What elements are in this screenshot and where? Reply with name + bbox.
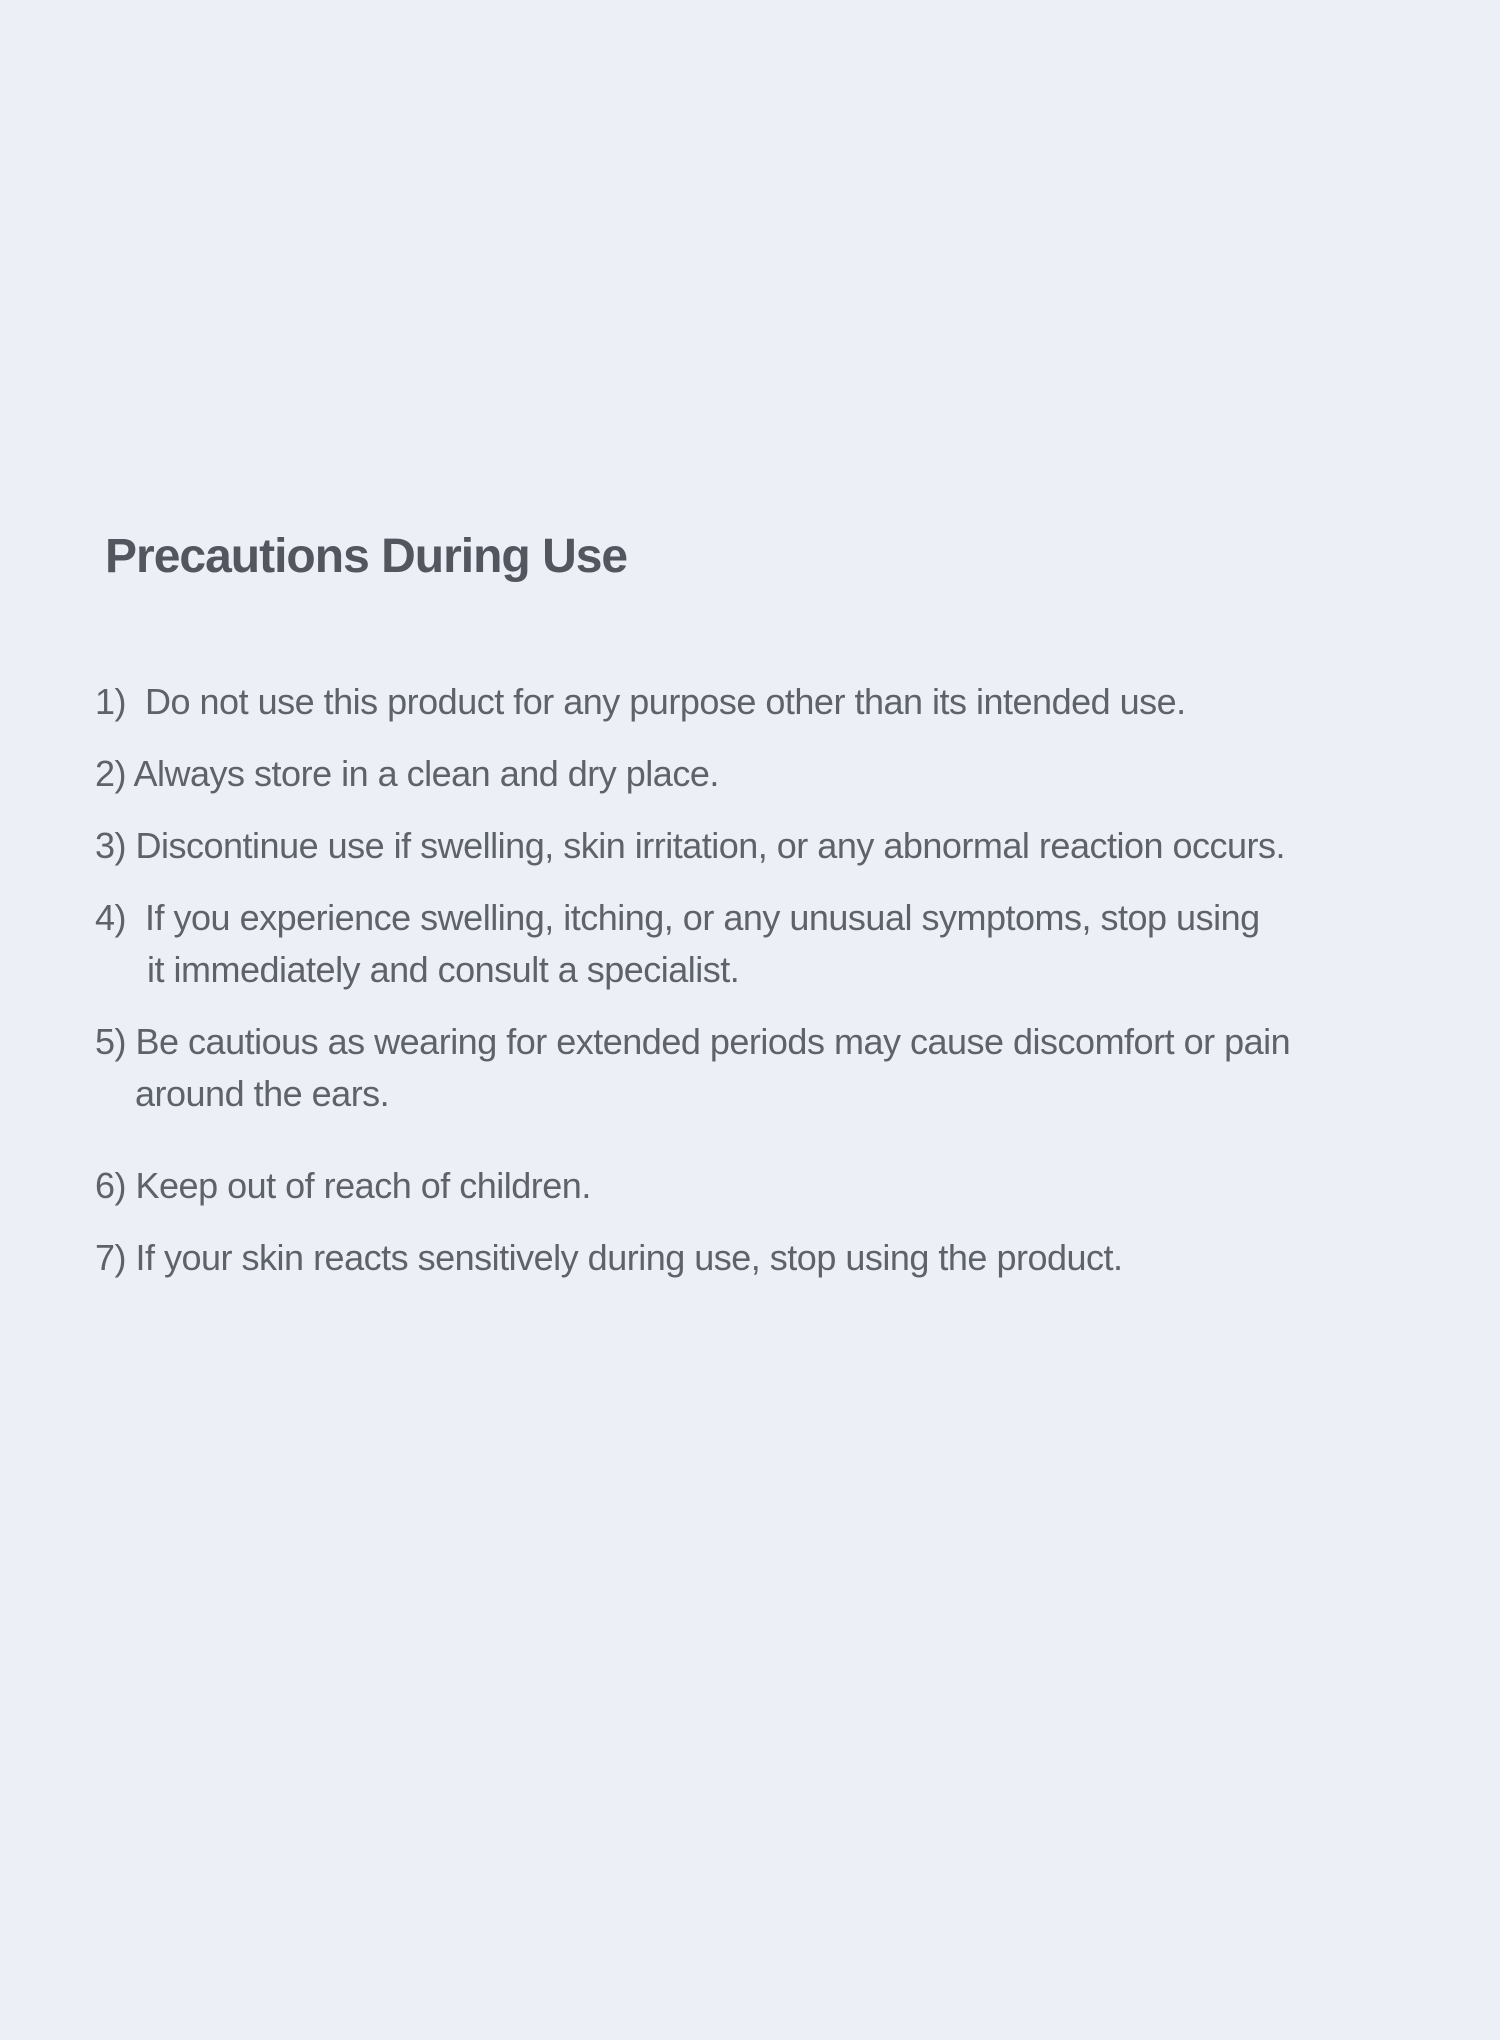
precaution-item-7 (95, 1232, 1400, 1284)
precaution-line: 5) Be cautious as wearing for extended periods may cause discomfort or pain (95, 1020, 1291, 1062)
precaution-line: 4) If you experience swelling, itching, or any unusual symptoms, stop using (95, 896, 1260, 938)
precaution-line: 2) Always store in a clean and dry place. (95, 752, 719, 794)
precaution-line-continuation: around the ears. (135, 1072, 390, 1114)
precaution-line: 6) Keep out of reach of children. (95, 1164, 591, 1206)
precaution-line: 3) Discontinue use if swelling, skin irritation, or any abnormal reaction occurs. (95, 824, 1286, 866)
precaution-item-6 (95, 1160, 1400, 1212)
precaution-item-2 (95, 748, 1400, 800)
precaution-line-continuation: it immediately and consult a specialist. (147, 948, 740, 990)
page-title: Precautions During Use (105, 530, 628, 583)
precaution-item-4 (95, 892, 1400, 996)
precaution-item-3 (95, 820, 1400, 872)
precaution-line: 7) If your skin reacts sensitively during use, stop using the product. (95, 1236, 1123, 1278)
precaution-item-5 (95, 1016, 1400, 1120)
precaution-line: 1) Do not use this product for any purpose other than its intended use. (95, 680, 1186, 722)
precaution-list (95, 676, 1400, 1284)
precaution-item-1 (95, 676, 1400, 728)
